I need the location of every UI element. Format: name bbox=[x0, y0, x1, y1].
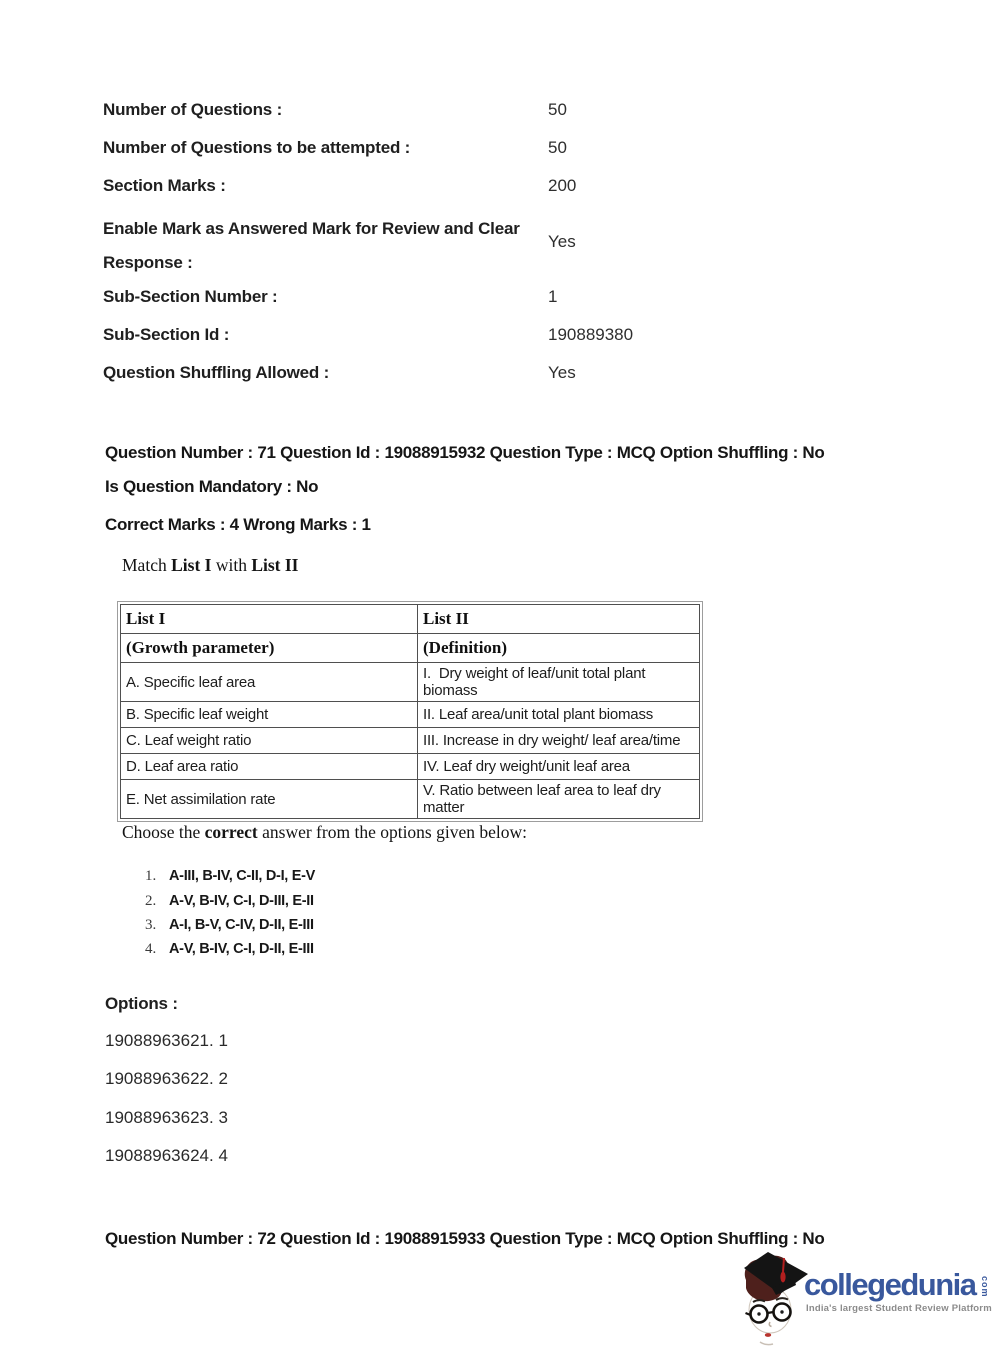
table-cell-a: A. Specific leaf area bbox=[121, 663, 418, 702]
match-table bbox=[117, 601, 703, 822]
answer-choice-number: 3. bbox=[145, 917, 157, 933]
option-id-2: 19088963622. 2 bbox=[105, 1069, 228, 1088]
info-label-sub-section-number: Sub-Section Number : bbox=[103, 287, 278, 306]
collegedunia-tagline: India's largest Student Review Platform bbox=[806, 1303, 992, 1314]
table-cell-c: C. Leaf weight ratio bbox=[121, 728, 418, 754]
question71-marks-line: Correct Marks : 4 Wrong Marks : 1 bbox=[105, 515, 371, 534]
table-cell-v: V. Ratio between leaf area to leaf dry matter bbox=[418, 780, 700, 819]
choose-answer-prompt bbox=[122, 822, 527, 842]
collegedunia-wordmark: collegedunia bbox=[804, 1267, 976, 1302]
question72-meta-line: Question Number : 72 Question Id : 19088915933 Question Type : MCQ Option Shuffling : No bbox=[105, 1229, 825, 1248]
info-label-sub-section-id: Sub-Section Id : bbox=[103, 325, 230, 344]
table-row bbox=[121, 754, 700, 780]
info-label-question-shuffling: Question Shuffling Allowed : bbox=[103, 363, 330, 382]
table-cell-iii: III. Increase in dry weight/ leaf area/time bbox=[418, 728, 700, 754]
table-cell-d: D. Leaf area ratio bbox=[121, 754, 418, 780]
answer-choice-text: A-V, B-IV, C-I, D-III, E-II bbox=[169, 893, 314, 909]
answer-choice-number: 4. bbox=[145, 941, 157, 957]
info-value-sub-section-number: 1 bbox=[548, 287, 558, 306]
table-row-header2 bbox=[121, 634, 700, 663]
answer-choice-2 bbox=[145, 892, 314, 910]
match-bold-list1: List I bbox=[171, 555, 212, 575]
answer-choice-3 bbox=[145, 916, 314, 934]
table-cell-iv: IV. Leaf dry weight/unit leaf area bbox=[418, 754, 700, 780]
table-cell-ii: II. Leaf area/unit total plant biomass bbox=[418, 702, 700, 728]
info-label-section-marks: Section Marks : bbox=[103, 176, 226, 195]
answer-choice-text: A-III, B-IV, C-II, D-I, E-V bbox=[169, 868, 316, 884]
info-label-enable-mark-as-answered: Enable Mark as Answered Mark for Review and Clear Response : bbox=[103, 219, 520, 272]
option-id-3: 19088963623. 3 bbox=[105, 1108, 228, 1127]
question71-meta-line: Question Number : 71 Question Id : 19088915932 Question Type : MCQ Option Shuffling : No bbox=[105, 443, 825, 462]
answer-choice-text: A-V, B-IV, C-I, D-II, E-III bbox=[169, 941, 314, 957]
table-cell-definition: (Definition) bbox=[418, 634, 700, 663]
answer-choice-text: A-I, B-V, C-IV, D-II, E-III bbox=[169, 917, 314, 933]
collegedunia-tld: com bbox=[980, 1276, 990, 1298]
table-cell-list1-header: List I bbox=[121, 605, 418, 634]
table-row bbox=[121, 663, 700, 702]
table-cell-i: I. Dry weight of leaf/unit total plant biomass bbox=[418, 663, 700, 702]
info-value-question-shuffling: Yes bbox=[548, 363, 576, 382]
answer-choice-number: 1. bbox=[145, 868, 157, 884]
table-cell-growth-parameter: (Growth parameter) bbox=[121, 634, 418, 663]
info-value-sub-section-id: 190889380 bbox=[548, 325, 634, 344]
table-row bbox=[121, 780, 700, 819]
option-id-1: 19088963621. 1 bbox=[105, 1031, 228, 1050]
table-row-header1 bbox=[121, 605, 700, 634]
table-cell-list2-header: List II bbox=[418, 605, 700, 634]
answer-choice-1 bbox=[145, 867, 315, 885]
table-row bbox=[121, 702, 700, 728]
info-label-questions-to-be-attempted: Number of Questions to be attempted : bbox=[103, 138, 411, 157]
info-value-questions-to-be-attempted: 50 bbox=[548, 138, 567, 157]
info-value-section-marks: 200 bbox=[548, 176, 577, 195]
table-cell-e: E. Net assimilation rate bbox=[121, 780, 418, 819]
collegedunia-logo bbox=[740, 1252, 1000, 1356]
match-bold-list2: List II bbox=[251, 555, 299, 575]
match-list-prompt bbox=[122, 555, 299, 575]
match-text-1: Match bbox=[122, 555, 172, 575]
choose-text-1: Choose the bbox=[122, 822, 205, 842]
collegedunia-mascot-icon bbox=[740, 1252, 810, 1348]
info-value-number-of-questions: 50 bbox=[548, 100, 567, 119]
info-value-enable-mark-as-answered: Yes bbox=[548, 232, 576, 251]
options-heading: Options : bbox=[105, 994, 178, 1013]
answer-choice-number: 2. bbox=[145, 893, 157, 909]
match-text-2: with bbox=[211, 555, 252, 575]
choose-bold-correct: correct bbox=[204, 822, 258, 842]
choose-text-2: answer from the options given below: bbox=[257, 822, 528, 842]
question71-mandatory-line: Is Question Mandatory : No bbox=[105, 477, 319, 496]
table-row bbox=[121, 728, 700, 754]
table-cell-b: B. Specific leaf weight bbox=[121, 702, 418, 728]
option-id-4: 19088963624. 4 bbox=[105, 1146, 228, 1165]
info-label-number-of-questions: Number of Questions : bbox=[103, 100, 283, 119]
answer-choice-4 bbox=[145, 940, 314, 958]
